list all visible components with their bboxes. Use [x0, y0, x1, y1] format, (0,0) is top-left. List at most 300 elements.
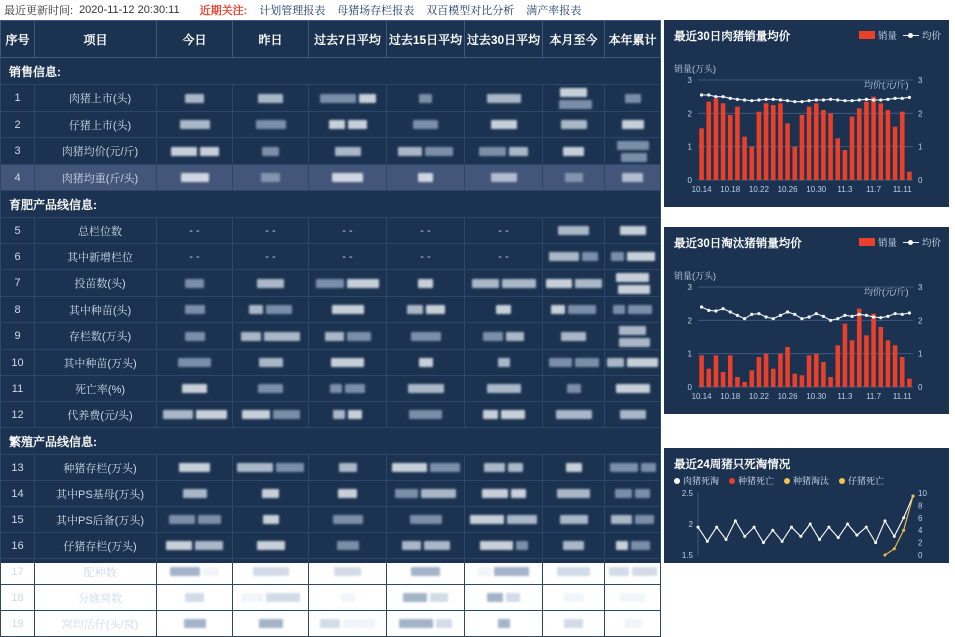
- svg-text:0: 0: [918, 383, 923, 392]
- row-cell: [605, 112, 661, 138]
- row-cell: [465, 350, 543, 376]
- row-cell: [233, 585, 309, 611]
- row-index: 7: [1, 270, 35, 297]
- masked-value: [549, 358, 572, 367]
- masked-value: [483, 410, 498, 419]
- table-row[interactable]: [1, 244, 661, 270]
- row-cell: [543, 585, 605, 611]
- chart2-plot: [664, 227, 949, 414]
- row-cell: [157, 533, 233, 559]
- row-cell: [465, 165, 543, 191]
- row-cell: [543, 297, 605, 323]
- row-cell: [543, 323, 605, 350]
- col-yesterday: 昨日: [233, 21, 309, 58]
- svg-text:11.3: 11.3: [837, 185, 853, 194]
- row-cell: [309, 165, 387, 191]
- masked-value: [263, 515, 279, 524]
- masked-value: [170, 567, 200, 576]
- table-row[interactable]: [1, 611, 661, 637]
- masked-value: [607, 358, 624, 367]
- row-cell: [157, 138, 233, 165]
- masked-value: [347, 279, 379, 288]
- masked-value: [347, 332, 371, 341]
- row-cell: [233, 85, 309, 112]
- masked-value: [628, 305, 652, 314]
- masked-value: [264, 332, 300, 341]
- link-full-capacity-report[interactable]: 满产率报表: [526, 5, 582, 17]
- masked-value: [320, 619, 340, 628]
- table-row[interactable]: [1, 350, 661, 376]
- chart1-legend-price-label: 均价: [921, 31, 941, 42]
- update-time-value: 2020-11-12 20:30:11: [79, 4, 180, 16]
- row-cell: [157, 507, 233, 533]
- masked-value: [620, 410, 646, 419]
- masked-value: [418, 279, 433, 288]
- svg-text:3: 3: [918, 76, 923, 85]
- masked-value: [185, 94, 204, 103]
- svg-text:0: 0: [687, 176, 692, 185]
- masked-value: [258, 384, 283, 393]
- masked-value: [496, 305, 511, 314]
- row-cell: [157, 85, 233, 112]
- masked-value: [256, 120, 286, 129]
- masked-value: [200, 147, 219, 156]
- row-project-name: 其中种苗(头): [35, 297, 157, 323]
- svg-text:1: 1: [918, 349, 923, 359]
- masked-value: [259, 358, 283, 367]
- row-cell: [157, 297, 233, 323]
- row-cell: [309, 455, 387, 481]
- masked-value: [561, 120, 587, 129]
- masked-value: [273, 410, 300, 419]
- row-cell: [387, 323, 465, 350]
- chart3-legend-piglet-death-label: 仔猪死亡: [848, 476, 885, 486]
- row-cell: [157, 323, 233, 350]
- masked-value: [506, 332, 524, 341]
- row-cell: [387, 350, 465, 376]
- masked-value: [181, 173, 209, 182]
- focus-label: 近期关注:: [199, 5, 248, 17]
- row-cell: [465, 611, 543, 637]
- row-cell: [387, 507, 465, 533]
- table-row[interactable]: [1, 507, 661, 533]
- row-cell: [233, 138, 309, 165]
- row-cell: [309, 270, 387, 297]
- row-cell: [465, 138, 543, 165]
- row-index: 4: [1, 165, 35, 191]
- table-row[interactable]: [1, 481, 661, 507]
- row-project-name: 投苗数(头): [35, 270, 157, 297]
- masked-value: [546, 279, 572, 288]
- row-cell: [233, 559, 309, 585]
- row-cell: [465, 297, 543, 323]
- masked-value: [611, 252, 624, 261]
- col-avg30: 过去30日平均: [465, 21, 543, 58]
- row-cell: [309, 611, 387, 637]
- col-project: 项目: [35, 21, 157, 58]
- masked-value: [333, 515, 363, 524]
- masked-value: [619, 326, 646, 335]
- row-cell: [605, 270, 661, 297]
- row-cell: [465, 507, 543, 533]
- row-cell: [543, 376, 605, 402]
- link-sow-farm-report[interactable]: 母猪场存栏报表: [337, 5, 415, 17]
- col-avg15: 过去15日平均: [387, 21, 465, 58]
- table-row[interactable]: [1, 85, 661, 112]
- masked-value: [502, 279, 536, 288]
- row-index: 10: [1, 350, 35, 376]
- masked-value: [551, 305, 565, 314]
- svg-text:6: 6: [918, 513, 923, 523]
- masked-value: [509, 147, 528, 156]
- row-cell: [233, 297, 309, 323]
- masked-value: [316, 279, 344, 288]
- row-cell: [387, 559, 465, 585]
- link-double-hundred-analysis[interactable]: 双百模型对比分析: [426, 5, 515, 17]
- row-cell: [543, 455, 605, 481]
- table-row[interactable]: [1, 323, 661, 350]
- masked-value: [413, 120, 438, 129]
- row-project-name: 肉猪均价(元/斤): [35, 138, 157, 165]
- masked-value: [430, 593, 448, 602]
- masked-value: [501, 410, 525, 419]
- masked-value: [491, 120, 517, 129]
- masked-value: [339, 463, 357, 472]
- row-cell: [309, 507, 387, 533]
- row-cell: - -: [387, 244, 465, 270]
- masked-value: [258, 94, 283, 103]
- svg-text:10.26: 10.26: [777, 185, 798, 194]
- table-row[interactable]: [1, 402, 661, 428]
- row-cell: [465, 323, 543, 350]
- row-cell: [387, 270, 465, 297]
- row-cell: [465, 481, 543, 507]
- masked-value: [622, 173, 643, 182]
- chart2-title: 最近30日淘汰猪销量均价: [674, 238, 802, 250]
- row-cell: [233, 611, 309, 637]
- svg-text:8: 8: [918, 501, 923, 511]
- svg-text:2: 2: [918, 538, 923, 548]
- masked-value: [618, 285, 650, 294]
- row-cell: [605, 244, 661, 270]
- masked-value: [407, 305, 423, 314]
- row-project-name: 其中新增栏位: [35, 244, 157, 270]
- masked-value: [261, 173, 280, 182]
- masked-value: [276, 463, 304, 472]
- masked-value: [511, 489, 526, 498]
- masked-value: [557, 489, 590, 498]
- masked-value: [409, 410, 442, 419]
- table-row[interactable]: [1, 533, 661, 559]
- row-cell: [309, 112, 387, 138]
- row-project-name: 存栏数(万头): [35, 323, 157, 350]
- masked-value: [403, 593, 427, 602]
- row-project-name: 总栏位数: [35, 218, 157, 244]
- masked-value: [196, 410, 227, 419]
- chart1-ylabel-left: 销量(万头): [674, 64, 716, 74]
- masked-value: [331, 358, 364, 367]
- row-cell: [543, 138, 605, 165]
- masked-value: [198, 515, 221, 524]
- masked-value: [325, 332, 344, 341]
- svg-text:10.30: 10.30: [806, 392, 827, 401]
- masked-value: [266, 305, 292, 314]
- row-cell: [157, 376, 233, 402]
- svg-text:3: 3: [687, 76, 692, 85]
- row-cell: [543, 611, 605, 637]
- table-row[interactable]: [1, 297, 661, 323]
- chart1-title: 最近30日肉猪销量均价: [674, 31, 791, 43]
- chart1-plot: [664, 20, 949, 207]
- row-cell: [465, 455, 543, 481]
- masked-value: [498, 619, 510, 628]
- svg-text:10.18: 10.18: [720, 392, 741, 401]
- svg-text:0: 0: [918, 551, 923, 560]
- col-index: 序号: [1, 21, 35, 58]
- table-row[interactable]: [1, 218, 661, 244]
- row-cell: [309, 323, 387, 350]
- masked-value: [480, 541, 513, 550]
- masked-value: [549, 252, 579, 261]
- table-section-header: [1, 428, 661, 455]
- masked-value: [615, 489, 632, 498]
- table-row[interactable]: [1, 585, 661, 611]
- row-cell: [387, 85, 465, 112]
- masked-value: [411, 332, 441, 341]
- table-section-title: 育肥产品线信息:: [1, 191, 661, 218]
- chart-card-pig-sales: [664, 20, 949, 207]
- masked-value: [359, 94, 376, 103]
- col-month-to-date: 本月至今: [543, 21, 605, 58]
- row-cell: [387, 585, 465, 611]
- masked-value: [624, 619, 642, 628]
- row-cell: [543, 218, 605, 244]
- chart-card-cull-sales: [664, 227, 949, 414]
- row-cell: [387, 402, 465, 428]
- masked-value: [257, 279, 284, 288]
- row-cell: - -: [233, 218, 309, 244]
- table-body: [1, 58, 661, 637]
- row-cell: [605, 138, 661, 165]
- row-cell: - -: [387, 218, 465, 244]
- masked-value: [425, 147, 453, 156]
- charts-column: [664, 20, 955, 563]
- masked-value: [507, 515, 537, 524]
- masked-value: [559, 100, 592, 109]
- masked-value: [179, 463, 210, 472]
- row-cell: [465, 533, 543, 559]
- svg-text:0: 0: [918, 176, 923, 185]
- row-index: 8: [1, 297, 35, 323]
- masked-value: [424, 541, 450, 550]
- row-index: 13: [1, 455, 35, 481]
- masked-value: [178, 358, 211, 367]
- table-row[interactable]: [1, 270, 661, 297]
- masked-value: [332, 305, 364, 314]
- svg-text:2: 2: [918, 109, 923, 119]
- svg-text:2: 2: [687, 109, 692, 119]
- row-cell: [543, 350, 605, 376]
- row-cell: [157, 481, 233, 507]
- row-cell: [605, 323, 661, 350]
- row-index: 11: [1, 376, 35, 402]
- row-index: 17: [1, 559, 35, 585]
- chart2-legend-price-label: 均价: [921, 238, 941, 249]
- row-project-name: 其中PS后备(万头): [35, 507, 157, 533]
- masked-value: [343, 619, 376, 628]
- row-project-name: 仔猪上市(头): [35, 112, 157, 138]
- table-section-title: 销售信息:: [1, 58, 661, 85]
- row-project-name: 代养费(元/头): [35, 402, 157, 428]
- masked-value: [426, 305, 445, 314]
- row-cell: [605, 455, 661, 481]
- table-row[interactable]: [1, 165, 661, 191]
- masked-value: [575, 358, 599, 367]
- row-cell: [605, 402, 661, 428]
- row-cell: [465, 270, 543, 297]
- masked-value: [241, 332, 261, 341]
- masked-value: [627, 252, 655, 261]
- col-year-to-date: 本年累计: [605, 21, 661, 58]
- masked-value: [557, 567, 590, 576]
- row-cell: [387, 165, 465, 191]
- row-cell: [309, 376, 387, 402]
- masked-value: [421, 489, 456, 498]
- masked-value: [632, 567, 657, 576]
- chart3-plot: [664, 448, 949, 563]
- masked-value: [610, 463, 638, 472]
- masked-value: [563, 147, 584, 156]
- row-cell: [233, 323, 309, 350]
- table-row[interactable]: [1, 376, 661, 402]
- masked-value: [560, 88, 587, 97]
- masked-value: [408, 384, 444, 393]
- masked-value: [257, 541, 285, 550]
- row-index: 12: [1, 402, 35, 428]
- masked-value: [617, 141, 649, 150]
- masked-value: [616, 384, 650, 393]
- row-index: 18: [1, 585, 35, 611]
- row-cell: [387, 481, 465, 507]
- row-cell: [465, 402, 543, 428]
- svg-text:3: 3: [918, 283, 923, 292]
- masked-value: [329, 120, 345, 129]
- svg-text:10.14: 10.14: [691, 392, 712, 401]
- svg-text:10.26: 10.26: [777, 392, 798, 401]
- row-cell: [605, 533, 661, 559]
- row-cell: [233, 350, 309, 376]
- svg-text:10: 10: [918, 489, 927, 498]
- masked-value: [345, 384, 365, 393]
- row-index: 14: [1, 481, 35, 507]
- masked-value: [563, 541, 584, 550]
- svg-text:1.5: 1.5: [681, 551, 693, 560]
- row-cell: [465, 559, 543, 585]
- masked-value: [337, 541, 359, 550]
- svg-text:0: 0: [687, 383, 692, 392]
- row-cell: [309, 585, 387, 611]
- row-index: 6: [1, 244, 35, 270]
- table-row[interactable]: [1, 559, 661, 585]
- row-project-name: 其中PS基母(万头): [35, 481, 157, 507]
- masked-value: [567, 384, 581, 393]
- row-cell: [605, 559, 661, 585]
- row-cell: [387, 611, 465, 637]
- masked-value: [399, 619, 433, 628]
- svg-text:10.22: 10.22: [748, 392, 769, 401]
- row-index: 1: [1, 85, 35, 112]
- masked-value: [410, 515, 442, 524]
- chart-card-mortality: [664, 448, 949, 563]
- row-cell: [465, 85, 543, 112]
- masked-value: [169, 515, 195, 524]
- row-cell: [543, 270, 605, 297]
- row-cell: [543, 507, 605, 533]
- row-cell: [605, 297, 661, 323]
- col-avg7: 过去7日平均: [309, 21, 387, 58]
- row-cell: [605, 585, 661, 611]
- chart3-legend-breeder-cull-label: 种猪淘汰: [793, 476, 830, 486]
- masked-value: [613, 305, 625, 314]
- row-cell: [387, 533, 465, 559]
- masked-value: [560, 515, 588, 524]
- masked-value: [262, 147, 279, 156]
- row-project-name: 死亡率(%): [35, 376, 157, 402]
- masked-value: [333, 410, 345, 419]
- masked-value: [622, 120, 644, 129]
- row-cell: [309, 350, 387, 376]
- row-index: 16: [1, 533, 35, 559]
- masked-value: [182, 384, 207, 393]
- masked-value: [395, 489, 418, 498]
- link-plan-report[interactable]: 计划管理报表: [259, 5, 326, 17]
- table-row[interactable]: [1, 455, 661, 481]
- masked-value: [609, 567, 629, 576]
- table-row[interactable]: [1, 138, 661, 165]
- masked-value: [259, 619, 283, 628]
- chart2-ylabel-right: 均价(元/斤): [864, 287, 909, 297]
- row-cell: - -: [157, 244, 233, 270]
- row-cell: [233, 533, 309, 559]
- masked-value: [566, 463, 582, 472]
- chart3-legend-breeder-death-label: 种猪死亡: [738, 476, 775, 486]
- masked-value: [487, 94, 521, 103]
- masked-value: [334, 567, 361, 576]
- row-cell: [309, 559, 387, 585]
- row-cell: [233, 402, 309, 428]
- row-project-name: 仔猪存栏(万头): [35, 533, 157, 559]
- row-cell: [309, 138, 387, 165]
- svg-text:11.11: 11.11: [892, 392, 912, 401]
- chart2-ylabel-left: 销量(万头): [674, 271, 716, 281]
- row-cell: [543, 85, 605, 112]
- row-cell: - -: [309, 218, 387, 244]
- top-status-bar: [0, 0, 955, 20]
- masked-value: [185, 332, 205, 341]
- row-cell: [233, 165, 309, 191]
- svg-text:10.14: 10.14: [691, 185, 712, 194]
- row-cell: [157, 350, 233, 376]
- masked-value: [494, 567, 529, 576]
- col-today: 今日: [157, 21, 233, 58]
- table-row[interactable]: [1, 112, 661, 138]
- row-cell: - -: [233, 244, 309, 270]
- row-project-name: 其中种苗(万头): [35, 350, 157, 376]
- row-cell: [465, 376, 543, 402]
- svg-text:11.7: 11.7: [866, 185, 882, 194]
- masked-value: [163, 410, 193, 419]
- masked-value: [516, 541, 528, 550]
